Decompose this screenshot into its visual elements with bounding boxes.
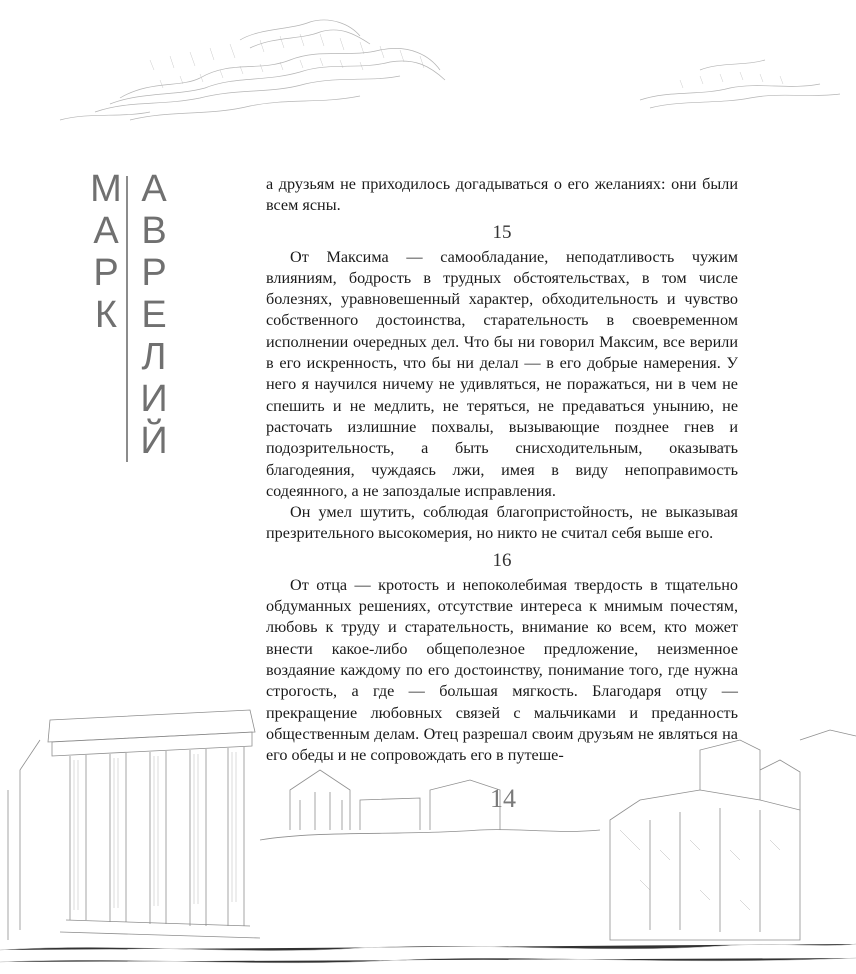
paragraph: а друзьям не приходилось догадываться о его желаниях: они были всем ясны. [266,175,738,215]
body-text [266,174,738,766]
title-letter: В [141,210,167,252]
title-letter: Л [141,336,167,378]
title-letter: А [141,168,167,210]
paragraph: От Максима — самообладание, неподатливость чужим влияниям, бодрость в трудных обстоятельствах, в том числе болезнях, уравновешенный характер, обходительность и чувство собственного достоинства, старательность в своевременном исполнении очередных дел. Что бы ни говорил Максим, все верили в его искренность, что бы ни делал — в его добрые намерения. У него я научился ничему не удивляться, не поражаться, ни в чем не спешить и не медлить, не теряться, не предаваться унынию, не расточать излишние похвалы, вызывающие позднее гнев и подозрительность, а быть снисходительным, оказывать благодеяния, чуждаясь лжи, имея в виду непоправимость содеянного, а не запоздалые исправления. [266,247,738,500]
clouds-illustration [0,0,856,200]
section-number: 15 [492,221,512,243]
paragraph: Он умел шутить, соблюдая благопристойность, не выказывая презрительного высокомерия, но никто не считал себя выше его. [266,503,738,543]
title-letter: К [94,294,118,336]
page-number: 14 [490,784,516,813]
roman-forum-illustration [0,680,856,974]
section-number: 16 [492,549,512,571]
title-letter: М [90,168,122,210]
title-letter: Р [93,252,119,294]
title-word-avreliy [136,168,172,462]
title-letter: Р [141,252,167,294]
paragraph: От отца — кротость и непоколебимая твердость в тщательно обдуманных решениях, отсутствие интереса к мнимым почестям, любовь к труду и старательность, внимание ко всем, кто может внести какое-либо общеполезное предложение, неизменное воздаяние каждому по его достоинству, понимание того, где нужна строгость, а где — большая мягкость. Благодаря отцу — прекращение любовных связей с мальчиками и преданность общественным делам. Отец разрешал своим друзьям не являться на его обеды и не сопровождать его в путеше- [266,575,738,765]
title-divider [126,176,128,462]
title-word-mark [88,168,124,336]
title-letter: И [140,378,168,420]
title-letter: Й [140,420,168,462]
title-letter: Е [141,294,167,336]
title-letter: А [93,210,119,252]
